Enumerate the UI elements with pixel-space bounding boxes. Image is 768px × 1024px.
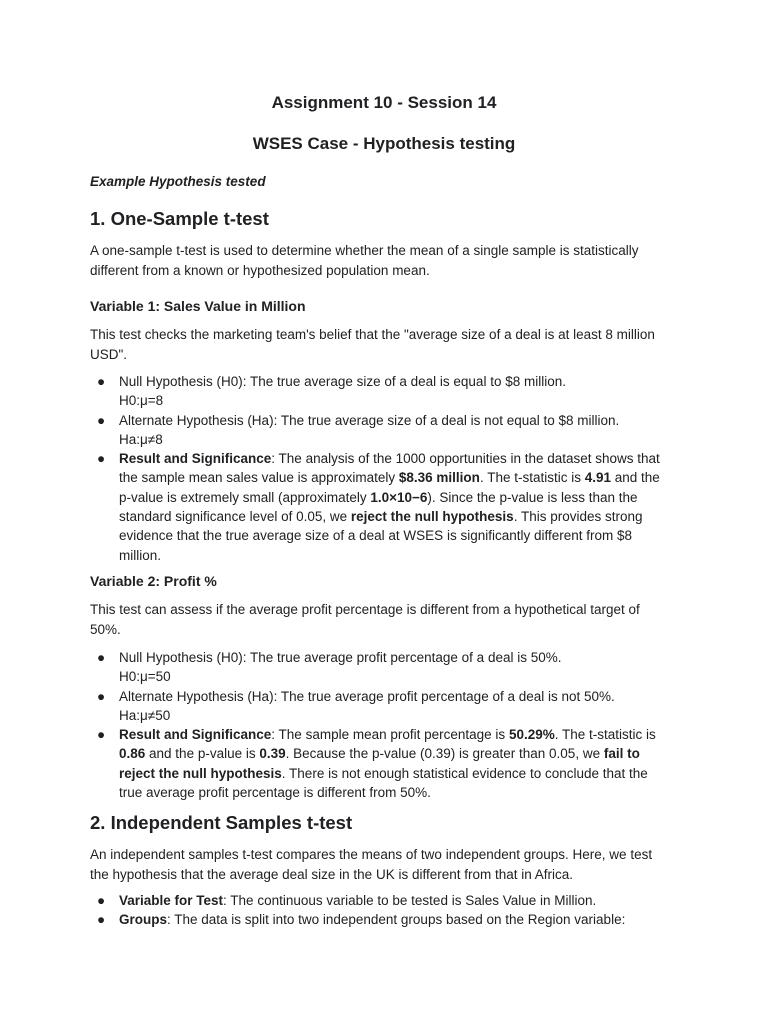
variable-2-intro: This test can assess if the average profit percentage is different from a hypothetical target of 50%. xyxy=(90,602,640,637)
result-conclusion: fail to reject the null hypothesis xyxy=(119,746,640,781)
null-hypothesis-formula: H0:μ=8 xyxy=(119,393,164,409)
bullet-icon: ● xyxy=(97,412,106,428)
section-1-intro: A one-sample t-test is used to determine whether the mean of a single sample is statistically different from a known or hypothesized population mean. xyxy=(90,243,639,278)
bullet-icon: ● xyxy=(97,893,106,908)
null-hypothesis-formula: H0:μ=50 xyxy=(119,669,171,685)
bullet-icon: ● xyxy=(97,650,106,665)
result-mean: $8.36 million xyxy=(398,470,480,486)
null-hypothesis-text: Null Hypothesis (H0): The true average size of a deal is equal to $8 million. xyxy=(119,374,566,389)
result-text: . The t-statistic is xyxy=(479,470,585,486)
result-t-statistic: 4.91 xyxy=(584,470,611,486)
result-text: and the p-value is xyxy=(145,746,260,762)
list-item xyxy=(90,725,670,802)
bullet-icon: ● xyxy=(97,374,106,389)
document-subtitle: WSES Case - Hypothesis testing xyxy=(252,134,516,153)
list-item xyxy=(90,411,670,450)
list-item xyxy=(90,648,670,687)
result-text: and the p-value is extremely small (approximately xyxy=(119,470,660,505)
section-2-intro: An independent samples t-test compares the means of two independent groups. Here, we test the hypothesis that the average deal size in the UK is different from that in Africa. xyxy=(90,847,653,882)
result-p-value: 1.0×10−6 xyxy=(370,489,428,505)
result-text: . There is not enough statistical evidence to conclude that the true average profit percentage is different from 50%. xyxy=(119,765,648,801)
variable-for-test-text: : The continuous variable to be tested is Sales Value in Million. xyxy=(223,893,597,908)
variable-for-test-label: Variable for Test xyxy=(119,893,224,908)
variable-1-hypotheses-list xyxy=(90,372,670,565)
section-1-heading: 1. One-Sample t-test xyxy=(90,208,269,229)
variable-2-hypotheses-list xyxy=(90,648,670,802)
variable-1-intro: This test checks the marketing team's belief that the "average size of a deal is at least 8 million USD". xyxy=(90,327,655,362)
groups-label: Groups xyxy=(119,912,168,928)
variable-1-heading: Variable 1: Sales Value in Million xyxy=(90,298,306,314)
alternate-hypothesis-formula: Ha:μ≠8 xyxy=(119,431,163,447)
bullet-icon: ● xyxy=(97,912,106,928)
result-text: . Because the p-value (0.39) is greater than 0.05, we xyxy=(285,746,604,762)
alternate-hypothesis-text: Alternate Hypothesis (Ha): The true average size of a deal is not equal to $8 million. xyxy=(119,412,620,428)
list-item xyxy=(90,372,670,411)
list-item xyxy=(90,449,670,565)
result-text: ). Since the p-value is less than the standard significance level of 0.05, we xyxy=(119,489,638,525)
list-item xyxy=(90,687,670,726)
bullet-icon: ● xyxy=(97,727,106,743)
result-text: . The t-statistic is xyxy=(554,727,656,743)
alternate-hypothesis-text: Alternate Hypothesis (Ha): The true average profit percentage of a deal is not 50%. xyxy=(119,688,615,704)
result-mean: 50.29% xyxy=(508,727,555,743)
section-2-heading: 2. Independent Samples t-test xyxy=(90,812,353,833)
section-2-list xyxy=(90,891,670,930)
result-text: . This provides strong evidence that the true average size of a deal at WSES is significantly different from $8 million. xyxy=(119,509,643,563)
alternate-hypothesis-formula: Ha:μ≠50 xyxy=(119,707,171,723)
result-p-value: 0.39 xyxy=(259,746,286,762)
variable-2-heading: Variable 2: Profit % xyxy=(90,573,217,589)
result-label: Result and Significance xyxy=(119,451,272,467)
groups-text: : The data is split into two independent groups based on the Region variable: xyxy=(167,912,626,928)
result-label: Result and Significance xyxy=(119,727,272,743)
result-text: : The sample mean profit percentage is xyxy=(271,727,509,743)
result-text: : The analysis of the 1000 opportunities in the dataset shows that the sample mean sales value is approximately xyxy=(119,451,660,486)
result-t-statistic: 0.86 xyxy=(119,746,146,762)
document-title: Assignment 10 - Session 14 xyxy=(271,93,497,112)
list-item xyxy=(90,910,670,929)
result-conclusion: reject the null hypothesis xyxy=(350,509,514,525)
bullet-icon: ● xyxy=(97,688,106,704)
list-item xyxy=(90,891,670,910)
bullet-icon: ● xyxy=(97,451,106,467)
example-subheading: Example Hypothesis tested xyxy=(90,174,266,189)
null-hypothesis-text: Null Hypothesis (H0): The true average profit percentage of a deal is 50%. xyxy=(119,650,562,665)
